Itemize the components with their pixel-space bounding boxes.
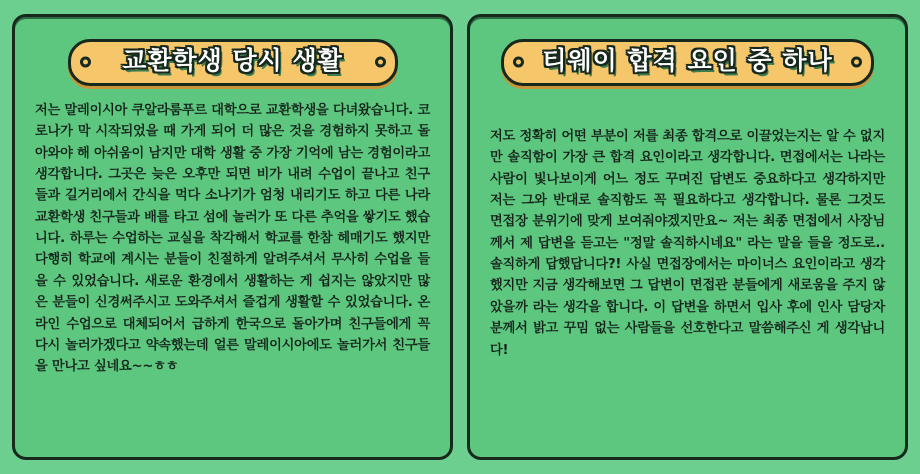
panel-title-banner-right xyxy=(484,39,891,86)
plate-dot-left-icon xyxy=(80,57,91,68)
panel-tway-pass-factor xyxy=(467,14,908,460)
panel-title-right: 티웨이 합격 요인 중 하나 xyxy=(542,46,833,75)
panel-title-banner-left xyxy=(29,39,436,86)
plate-dot-left-icon xyxy=(513,57,524,68)
panel-body-right: 저도 정확히 어떤 부분이 저를 최종 합격으로 이끌었는지는 알 수 없지만 솔직함이 가장 큰 합격 요인이라고 생각합니다. 면접에서는 나라는 사람이 빛나보이게 어느 정도 꾸며진 답변도 중요하다고 생각하지만 저는 그와 반대로 솔직함도 꼭 필요하다고 생각합니다. 물론 그것도 면접장 분위기에 맞게 보여줘야겠지만요~ 저는 최종 면접에서 사장님께서 제 답변을 듣고는 "정말 솔직하시네요" 라는 말을 들을 정도로.. 솔직하게 답했답니다?! 사실 면접장에서는 마이너스 요인이라고 생각했지만 지금 생각해보면 그 답변이 면접관 분들에게 새로움을 주지 않았을까 라는 생각을 합니다. 이 답변을 하면서 입사 후에 인사 담당자분께서 밝고 꾸밈 없는 사람들을 선호한다고 말씀해주신 게 생각납니다! xyxy=(490,128,886,358)
title-plate-right xyxy=(501,39,873,86)
title-plate-left xyxy=(68,39,398,86)
plate-dot-right-icon xyxy=(851,57,862,68)
panel-exchange-student-life xyxy=(12,14,453,460)
panel-body-left: 저는 말레이시아 쿠알라룸푸르 대학으로 교환학생을 다녀왔습니다. 코로나가 막 시작되었을 때 가게 되어 더 많은 것을 경험하지 못하고 돌아와야 해 아쉬움이 남지만 대학 생활 중 가장 기억에 남는 경험이라고 생각합니다. 그곳은 늦은 오후만 되면 비가 내려 수업이 끝나고 친구들과 길거리에서 간식을 먹다 소나기가 엄청 내리기도 하고 다른 나라 교환학생 친구들과 배를 타고 섬에 놀러가 또 다른 추억을 쌓기도 했습니다. 하루는 수업하는 교실을 착각해서 학교를 한참 헤매기도 했지만 다행히 학교에 계시는 분들이 친절하게 알려주셔서 무사히 수업을 들을 수 있었습니다. 새로운 환경에서 생활하는 게 쉽지는 않았지만 많은 분들이 신경써주시고 도와주셔서 즐겁게 생활할 수 있었습니다. 온라인 수업으로 대체되어서 급하게 한국으로 돌아가며 친구들에게 꼭 다시 놀러가겠다고 약속했는데 얼른 말레이시아에도 놀러가서 친구들을 만나고 싶네요~~ㅎㅎ xyxy=(35,102,431,375)
plate-dot-right-icon xyxy=(375,57,386,68)
panel-title-left: 교환학생 당시 생활 xyxy=(122,46,343,75)
